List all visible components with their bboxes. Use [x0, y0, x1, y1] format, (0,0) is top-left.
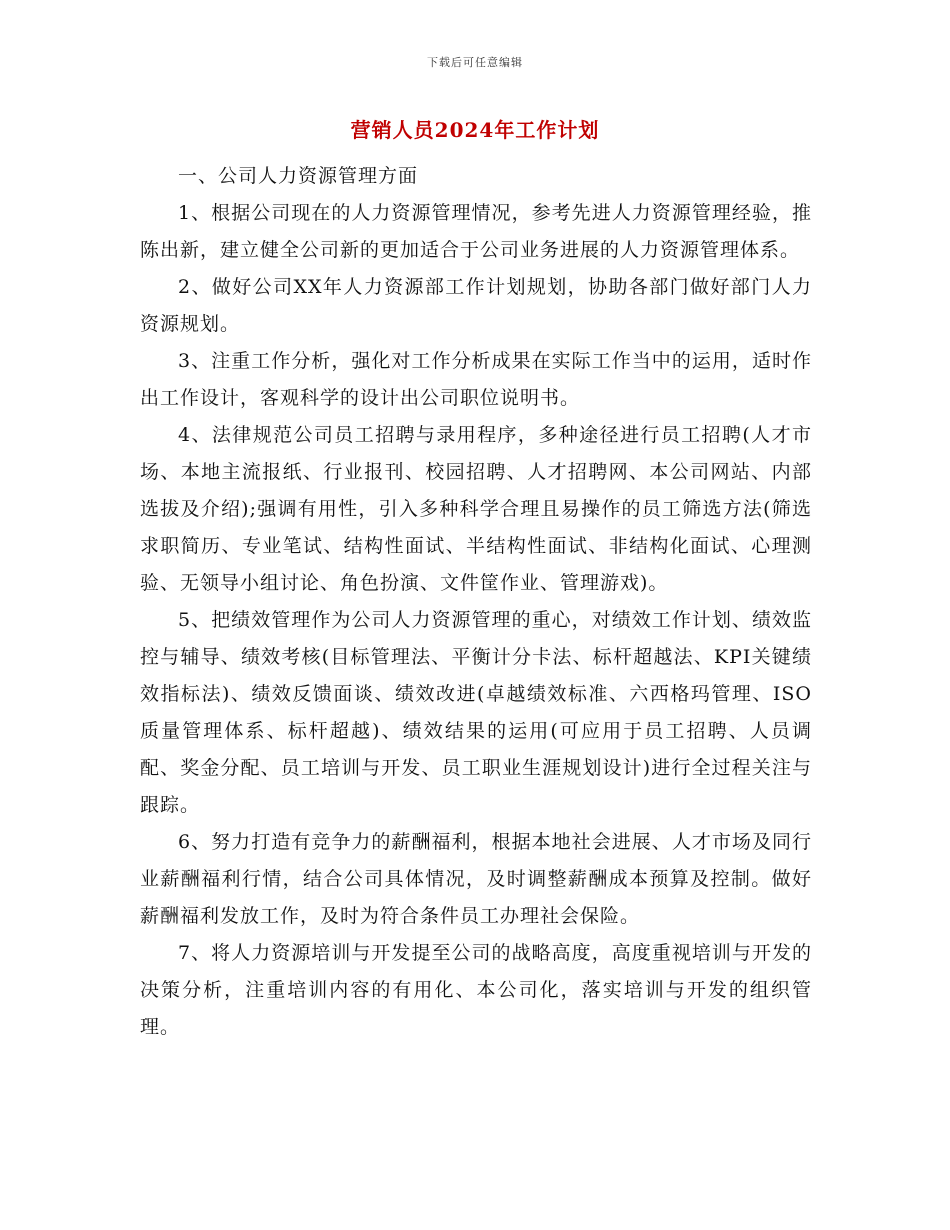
- paragraph-5: 5、把绩效管理作为公司人力资源管理的重心，对绩效工作计划、绩效监控与辅导、绩效考核(目标管理法、平衡计分卡法、标杆超越法、KPI关键绩效指标法)、绩效反馈面谈、绩效改进(卓越绩效标准、六西格玛管理、ISO质量管理体系、标杆超越)、绩效结果的运用(可应用于员工招聘、人员调配、奖金分配、员工培训与开发、员工职业生涯规划设计)进行全过程关注与跟踪。: [140, 609, 812, 816]
- paragraph-3: 3、注重工作分析，强化对工作分析成果在实际工作当中的运用，适时作出工作设计，客观科学的设计出公司职位说明书。: [140, 350, 812, 409]
- document-body: [140, 158, 812, 1046]
- section-heading: 一、公司人力资源管理方面: [178, 165, 419, 187]
- paragraph-6: 6、努力打造有竞争力的薪酬福利，根据本地社会进展、人才市场及同行业薪酬福利行情，结合公司具体情况，及时调整薪酬成本预算及控制。做好薪酬福利发放工作，及时为符合条件员工办理社会保险。: [140, 831, 812, 927]
- paragraph-2: 2、做好公司XX年人力资源部工作计划规划，协助各部门做好部门人力资源规划。: [140, 276, 812, 335]
- paragraph-1: 1、根据公司现在的人力资源管理情况，参考先进人力资源管理经验，推陈出新，建立健全公司新的更加适合于公司业务进展的人力资源管理体系。: [140, 202, 812, 261]
- document-title: 营销人员2024年工作计划: [350, 118, 600, 142]
- paragraph-4: 4、法律规范公司员工招聘与录用程序，多种途径进行员工招聘(人才市场、本地主流报纸、行业报刊、校园招聘、人才招聘网、本公司网站、内部选拔及介绍);强调有用性，引入多种科学合理且易操作的员工筛选方法(筛选求职简历、专业笔试、结构性面试、半结构性面试、非结构化面试、心理测验、无领导小组讨论、角色扮演、文件筐作业、管理游戏)。: [140, 424, 812, 594]
- paragraph-7: 7、将人力资源培训与开发提至公司的战略高度，高度重视培训与开发的决策分析，注重培训内容的有用化、本公司化，落实培训与开发的组织管理。: [140, 942, 812, 1038]
- header-note: 下载后可任意编辑: [427, 56, 523, 69]
